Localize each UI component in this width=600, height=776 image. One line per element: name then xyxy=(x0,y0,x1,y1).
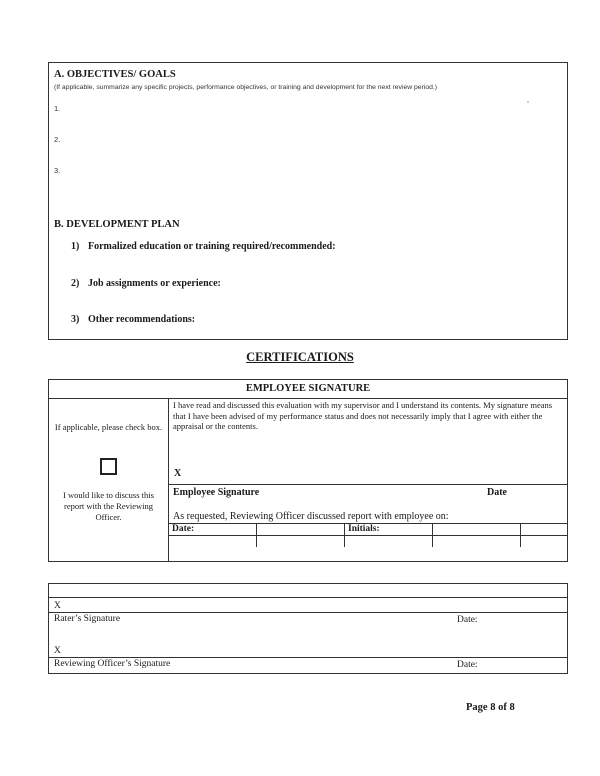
plan-item-1 xyxy=(71,241,336,252)
initials-value-cell[interactable] xyxy=(433,524,521,536)
table-cell[interactable] xyxy=(521,536,568,548)
date-value-cell[interactable] xyxy=(257,524,345,536)
reviewer-date-label: Date: xyxy=(457,660,478,670)
development-plan-title: B. DEVELOPMENT PLAN xyxy=(54,219,180,230)
scan-speck xyxy=(527,101,529,103)
plan-item-label: Other recommendations: xyxy=(88,314,196,325)
table-cell[interactable] xyxy=(257,536,345,548)
employee-date-label: Date xyxy=(487,487,507,498)
page-number: Page 8 of 8 xyxy=(466,702,515,713)
check-instruction: If applicable, please check box. xyxy=(54,422,163,432)
employee-signature-header: EMPLOYEE SIGNATURE xyxy=(49,380,567,399)
objective-item-2: 2. xyxy=(54,135,61,144)
reviewer-x-mark: X xyxy=(54,646,61,656)
employee-signature-panel xyxy=(169,398,567,561)
table-row xyxy=(169,536,567,548)
date-header-cell: Date: xyxy=(169,524,257,536)
rater-x-mark: X xyxy=(54,601,61,611)
rater-signature-line xyxy=(49,612,567,613)
rater-date-label: Date: xyxy=(457,615,478,625)
rater-signature-label: Rater’s Signature xyxy=(54,614,121,624)
certifications-title: CERTIFICATIONS xyxy=(246,350,354,364)
table-cell[interactable] xyxy=(433,536,521,548)
plan-item-number: 2) xyxy=(71,278,80,289)
signature-line xyxy=(169,484,567,485)
certification-statement: I have read and discussed this evaluation with my supervisor and I understand its contents. My signature means that I have been advised of my performance status and does not necessarily imply that I agree with either the appraisal or the contents. xyxy=(173,400,553,431)
plan-item-number: 1) xyxy=(71,241,80,252)
reviewer-signature-label: Reviewing Officer’s Signature xyxy=(54,659,171,669)
plan-item-label: Formalized education or training required/recommended: xyxy=(88,241,336,252)
initials-header-cell: Initials: xyxy=(345,524,433,536)
discuss-checkbox[interactable] xyxy=(100,458,117,475)
rater-top-line xyxy=(49,597,567,598)
objective-item-1: 1. xyxy=(54,104,61,113)
rater-signature-section xyxy=(48,583,568,674)
plan-item-label: Job assignments or experience: xyxy=(88,278,221,289)
discussion-request-panel xyxy=(49,398,169,561)
objectives-note: (If applicable, summarize any specific projects, performance objectives, or training and development for the next review period.) xyxy=(54,84,438,91)
extra-cell[interactable] xyxy=(521,524,568,536)
plan-item-number: 3) xyxy=(71,314,80,325)
signature-x-mark: X xyxy=(174,468,182,479)
discussion-log-table xyxy=(169,523,567,547)
objectives-development-section xyxy=(48,62,568,340)
reviewing-officer-note: As requested, Reviewing Officer discussed report with employee on: xyxy=(173,511,449,522)
table-row xyxy=(169,524,567,536)
table-cell[interactable] xyxy=(345,536,433,548)
objective-item-3: 3. xyxy=(54,166,61,175)
reviewer-signature-line xyxy=(49,657,567,658)
plan-item-2 xyxy=(71,278,221,289)
table-cell[interactable] xyxy=(169,536,257,548)
employee-signature-label: Employee Signature xyxy=(173,487,260,498)
discuss-request-text: I would like to discuss this report with the Reviewing Officer. xyxy=(63,490,154,522)
employee-signature-section xyxy=(48,379,568,562)
objectives-title: A. OBJECTIVES/ GOALS xyxy=(54,69,176,80)
plan-item-3 xyxy=(71,314,195,325)
